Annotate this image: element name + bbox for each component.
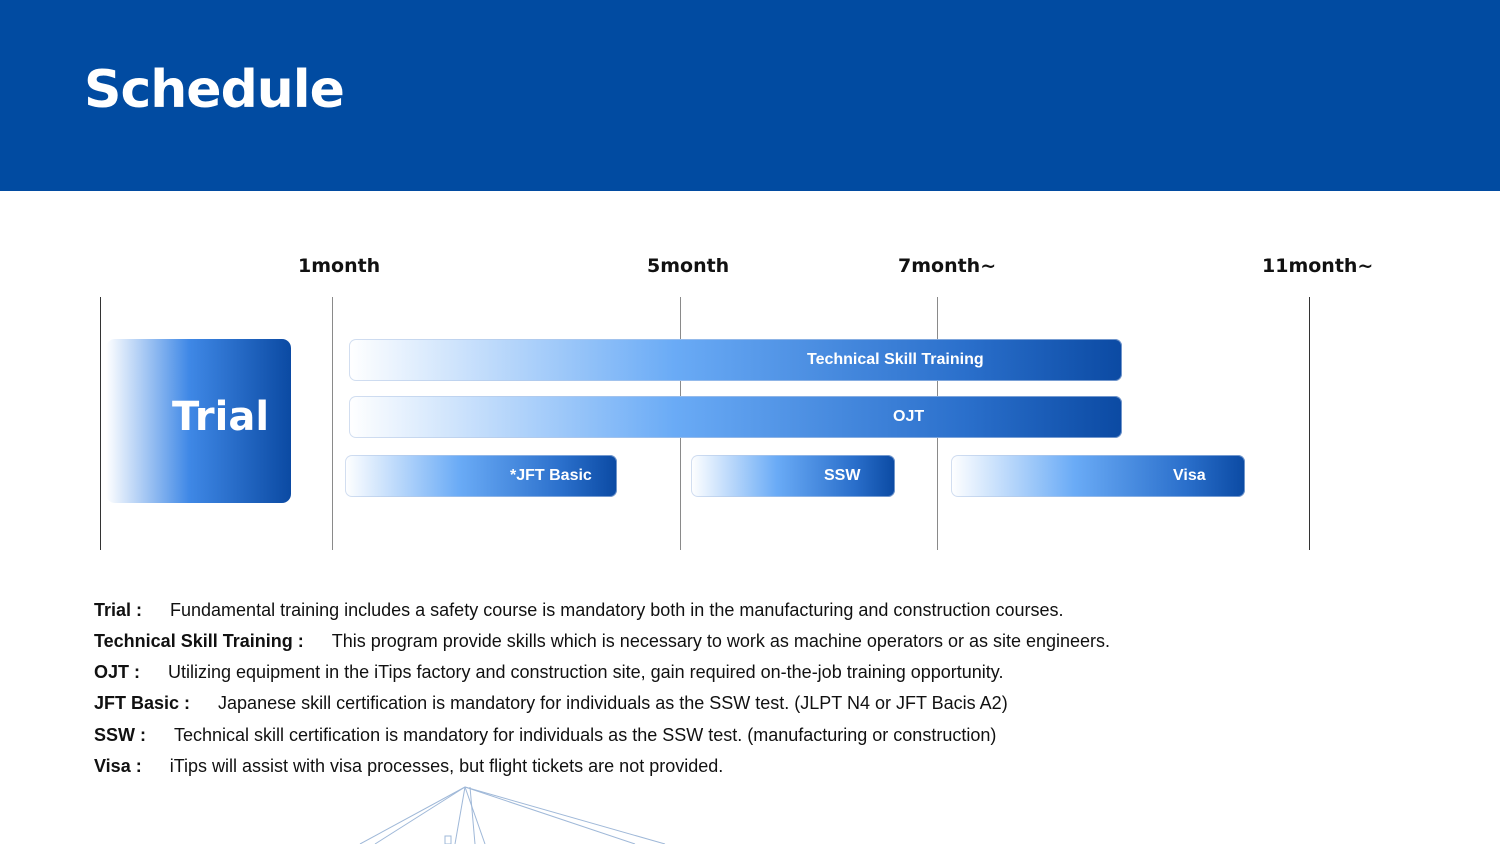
technical-skill-training-label: Technical Skill Training: [807, 351, 984, 368]
title-banner: [0, 0, 1500, 191]
desc-ojt: [94, 662, 1003, 683]
desc-text: Fundamental training includes a safety course is mandatory both in the manufacturing and construction courses.: [170, 600, 1064, 620]
desc-text: This program provide skills which is necessary to work as machine operators or as site engineers.: [331, 631, 1111, 651]
desc-term: JFT Basic :: [94, 693, 191, 713]
jft-basic-label: *JFT Basic: [510, 467, 592, 484]
desc-term: OJT :: [94, 662, 141, 682]
desc-jft-basic: [94, 693, 1008, 714]
trial-label: Trial: [172, 394, 270, 440]
desc-text: iTips will assist with visa processes, but flight tickets are not provided.: [169, 756, 724, 776]
month-label-11: 11month~: [1262, 255, 1374, 277]
month-label-1: 1month: [298, 255, 381, 277]
desc-term: Technical Skill Training :: [94, 631, 304, 651]
visa-label: Visa: [1173, 467, 1206, 484]
desc-trial: [94, 600, 1064, 621]
month-label-5: 5month: [647, 255, 730, 277]
desc-term: SSW :: [94, 725, 146, 745]
month-label-7: 7month~: [898, 255, 997, 277]
desc-visa: [94, 756, 723, 777]
building-watermark-icon: [355, 784, 675, 844]
ojt-label: OJT: [893, 408, 925, 425]
desc-term: Trial :: [94, 600, 143, 620]
visa-bar: [951, 455, 1245, 497]
timeline-start-line: [100, 297, 101, 550]
desc-text: Utilizing equipment in the iTips factory and construction site, gain required on-the-job training opportunity.: [168, 662, 1004, 682]
ssw-label: SSW: [824, 467, 861, 484]
ojt-bar: [349, 396, 1122, 438]
timeline-line-1month: [332, 297, 333, 550]
technical-skill-training-bar: [349, 339, 1122, 381]
desc-ssw: [94, 725, 996, 746]
desc-text: Technical skill certification is mandatory for individuals as the SSW test. (manufacturing or construction): [174, 725, 997, 745]
jft-basic-bar: [345, 455, 617, 497]
desc-technical-skill-training: [94, 631, 1110, 652]
page-title: Schedule: [84, 60, 344, 120]
ssw-bar: [691, 455, 895, 497]
timeline-line-11month: [1309, 297, 1310, 550]
desc-text: Japanese skill certification is mandatory for individuals as the SSW test. (JLPT N4 or JFT Bacis A2): [218, 693, 1008, 713]
desc-term: Visa :: [94, 756, 142, 776]
